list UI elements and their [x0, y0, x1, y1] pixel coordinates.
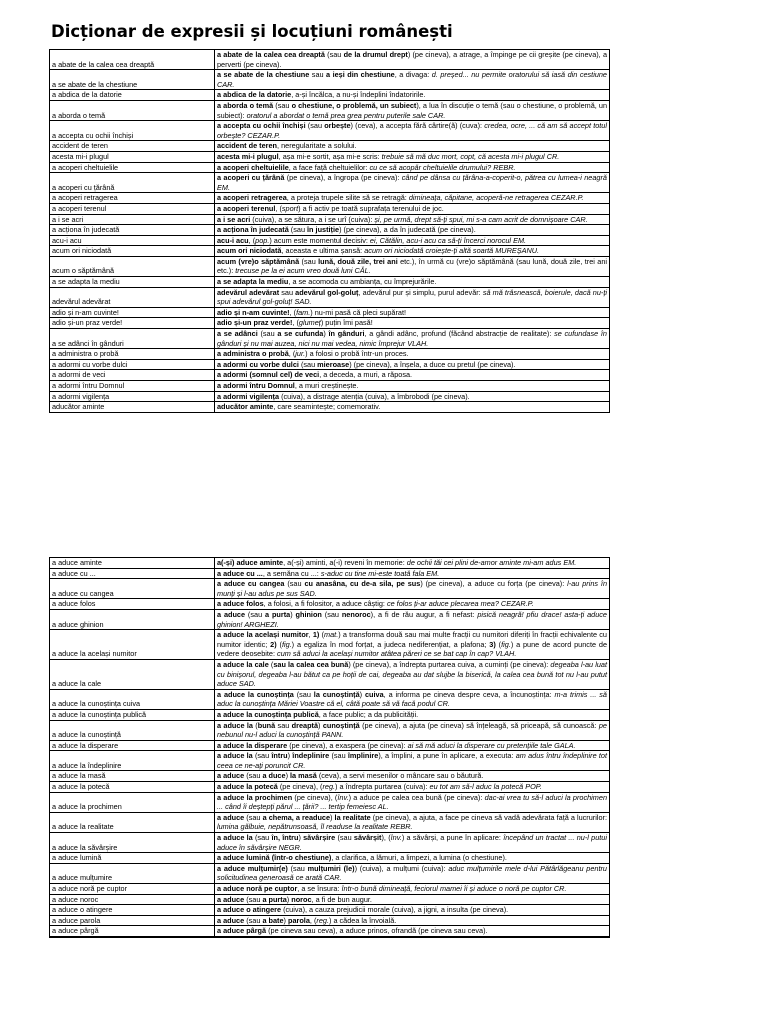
definition-cell: a adormi (somnul cel) de veci, a deceda, a muri, a răposa. — [215, 370, 610, 381]
expression-cell: a aduce la îndeplinire — [50, 751, 215, 771]
table-row — [50, 915, 610, 926]
expressions-table-top — [49, 49, 610, 413]
definition-cell: a aduce la cale (sau la calea cea bună) (pe cineva), a îndrepta purtarea cuiva, a cuminți (pe cineva): degeaba l-au luat cu binișorul, degeaba l-au bătut ca pe hoții de cai, degeaba au dat slujbe la biserică, la calea cea bună tot nu l-au putut aduce SAD. — [215, 659, 610, 689]
expression-cell: a adormi vigilența — [50, 391, 215, 402]
definition-cell: a se adapta la mediu, a se acomoda cu ambianța, cu împrejurările. — [215, 277, 610, 288]
expression-cell: a adormi cu vorbe dulci — [50, 359, 215, 370]
expression-cell: aducător aminte — [50, 402, 215, 413]
table-row — [50, 225, 610, 236]
table-row — [50, 370, 610, 381]
table-row — [50, 599, 610, 610]
table-row — [50, 568, 610, 579]
expression-cell: acum o săptămână — [50, 256, 215, 276]
expression-cell: a aduce lumină — [50, 853, 215, 864]
definition-cell: a(-și) aduce aminte, a(-și) aminti, a(-i) reveni în memorie: de ochii tăi cei plini de-amor aminte mi-am adus EM. — [215, 558, 610, 569]
expression-cell: a aduce folos — [50, 599, 215, 610]
definition-cell: a aduce la (bună sau dreaptă) cunoștință (pe cineva), a ajuta (pe cineva) să înțeleagă, să priceapă, să cunoască: pe nebunul nu-l aduci la cunoștință PANN. — [215, 720, 610, 740]
table-row — [50, 782, 610, 793]
expression-cell: adio și-un praz verde! — [50, 318, 215, 329]
definition-cell: adio și n-am cuvinte!, (fam.) nu-mi pasă că pleci supărat! — [215, 307, 610, 318]
table-row — [50, 833, 610, 853]
definition-cell: a i se acri (cuiva), a se sătura, a i se urî (cuiva): și, pe urmă, drept să-ți spui, mi s-a cam acrit de domnișoare CAR. — [215, 214, 610, 225]
definition-cell: a acoperi retragerea, a proteja trupele silite să se retragă: dimineața, căpitane, acoperă-ne retragerea CEZAR.P. — [215, 193, 610, 204]
expression-cell: a adormi întru Domnul — [50, 381, 215, 392]
definition-cell: a se adânci (sau a se cufunda) în gânduri, a gândi adânc, profund (făcând abstracție de realitate): se cufundase în gânduri și nu mai auzea, nici nu mai vedea, nimic împrejur VLAH. — [215, 329, 610, 349]
expression-cell: a aduce la cunoștința publică — [50, 709, 215, 720]
table-row — [50, 659, 610, 689]
definition-cell: a aduce (sau a bate) parola, (reg.) a cădea la învoială. — [215, 915, 610, 926]
definition-cell: a aduce la cunoștința publică, a face public; a da publicității. — [215, 709, 610, 720]
definition-cell: a adormi vigilența (cuiva), a distrage atenția (cuiva), a îmbrobodi (pe cineva). — [215, 391, 610, 402]
definition-cell: adio și-un praz verde!, (glumeț) puțin îmi pasă! — [215, 318, 610, 329]
expression-cell: a aduce o atingere — [50, 905, 215, 916]
expression-cell: acesta mi-i plugul — [50, 151, 215, 162]
expression-cell: a se adânci în gânduri — [50, 329, 215, 349]
table-row — [50, 720, 610, 740]
definition-cell: acum ori niciodată, aceasta e ultima șansă: acum ori niciodată croiește-ți altă soartă MUREȘANU. — [215, 246, 610, 257]
table-row — [50, 853, 610, 864]
expression-cell: a se adapta la mediu — [50, 277, 215, 288]
table-row — [50, 771, 610, 782]
definition-cell: acum (vre)o săptămână (sau lună, două zile, trei ani etc.), în urmă cu (vre)o săptămână (sau lună, două zile, trei ani etc.): trecuse pe la ei acum vreo două luni CĂL. — [215, 256, 610, 276]
expressions-table-bottom — [49, 557, 610, 938]
table-row — [50, 121, 610, 141]
expression-cell: a adormi de veci — [50, 370, 215, 381]
table-row — [50, 151, 610, 162]
expression-cell: a acoperi retragerea — [50, 193, 215, 204]
table-row — [50, 90, 610, 101]
expression-cell: a abdica de la datorie — [50, 90, 215, 101]
expression-cell: a aduce cu ... — [50, 568, 215, 579]
definition-cell: acesta mi-i plugul, așa mi-e sortit, așa mi-e scris: trebuie să mă duc mort, copt, că acesta mi-i plugul CR. — [215, 151, 610, 162]
table-row — [50, 926, 610, 937]
definition-cell: a se abate de la chestiune sau a ieși din chestiune, a divaga: d. președ... nu permite oratorului să iasă din cestiune CAR. — [215, 70, 610, 90]
table-row — [50, 277, 610, 288]
table-row — [50, 246, 610, 257]
page-title: Dicționar de expresii și locuțiuni românești — [51, 22, 453, 41]
definition-cell: a abate de la calea cea dreaptă (sau de la drumul drept) (pe cineva), a atrage, a împinge pe cii greșite (pe cineva), a perverti (pe cineva). — [215, 50, 610, 70]
expression-cell — [50, 936, 215, 937]
expression-cell: a administra o probă — [50, 349, 215, 360]
expression-cell: a acționa în judecată — [50, 225, 215, 236]
expression-cell: a aduce la cale — [50, 659, 215, 689]
definition-cell: a aduce la prochimen (pe cineva), (înv.) a aduce pe calea cea bună (pe cineva): dac-ai vrea tu să-l aduci la prochimen ... când îi deștepți părul ... țării? ... tertip femeiesc AL. — [215, 792, 610, 812]
definition-cell: a aduce noră pe cuptor, a se însura: într-o bună dimineață, feciorul mamei îi și aduce o noră pe cuptor CR. — [215, 884, 610, 895]
table-row — [50, 609, 610, 629]
definition-cell: a aduce o atingere (cuiva), a cauza prejudicii morale (cuiva), a jigni, a insulta (pe cineva). — [215, 905, 610, 916]
expression-cell: a accepta cu ochii închiși — [50, 121, 215, 141]
definition-cell: a adormi întru Domnul, a muri creștinește. — [215, 381, 610, 392]
table-row — [50, 905, 610, 916]
definition-cell: a acționa în judecată (sau în justiție) (pe cineva), a da în judecată (pe cineva). — [215, 225, 610, 236]
table-row — [50, 630, 610, 660]
expression-cell: acum ori niciodată — [50, 246, 215, 257]
definition-cell: a acoperi cheltuielile, a face față cheltuielilor: cu ce să acopăr cheltuielile drumului? REBR. — [215, 162, 610, 173]
definition-cell: a aduce pârgă (pe cineva sau ceva), a aduce prinos, ofrandă (pe cineva sau ceva). — [215, 926, 610, 937]
definition-cell: a aduce mulțumir(e) (sau mulțumiri (le)) (cuiva), a mulțumi (cuiva): aduc mulțumirile mele d-lui Pătârlăgeanu pentru solicitudinea generoasă ce arată CAR. — [215, 863, 610, 883]
definition-cell: acu-i acu, (pop.) acum este momentul decisiv: ei, Cătălin, acu-i acu ca să-ți încerci norocul EM. — [215, 235, 610, 246]
table-row — [50, 214, 610, 225]
definition-cell: a aduce la cunoștința (sau la cunoștință) cuiva, a informa pe cineva despre ceva, a încunoștința: m-a trimis ... să aduc la cunoștința Măriei Voastre că el, câtă poate să vă facă podul CR. — [215, 689, 610, 709]
expression-cell: a aduce pârgă — [50, 926, 215, 937]
expression-cell: a aduce la masă — [50, 771, 215, 782]
expression-cell: a acoperi cu țărână — [50, 173, 215, 193]
table-row — [50, 579, 610, 599]
table-row — [50, 256, 610, 276]
expression-cell: a aduce noroc — [50, 894, 215, 905]
definition-cell: a aduce la (sau întru) îndeplinire (sau împlinire), a împlini, a pune în aplicare, a executa: am adus întru îndeplinire tot ceea ce ne-ați poruncit CR. — [215, 751, 610, 771]
table-row — [50, 349, 610, 360]
definition-cell: a aduce la același numitor, 1) (mat.) a transforma două sau mai multe fracții cu numitori diferiți în fracții echivalente cu numitor identic; 2) (fig.) a egaliza în mod forțat, a judeca nediferențiat, a plafona; 3) (fig.) a pune de acord puncte de vedere deosebite: cum să aduci la același numitor atâtea păreri ce se bat cap în cap? VLAH. — [215, 630, 610, 660]
expression-cell: a aduce la același numitor — [50, 630, 215, 660]
expressions-table-bottom-body — [50, 558, 610, 938]
table-row — [50, 193, 610, 204]
table-row — [50, 792, 610, 812]
table-row — [50, 863, 610, 883]
definition-cell: a aduce cu cangea (sau cu anasâna, cu de-a sila, pe sus) (pe cineva), a aduce cu forța (pe cineva): l-au prins în munți și l-au adus pe sus SAD. — [215, 579, 610, 599]
table-row — [50, 558, 610, 569]
expression-cell: acu-i acu — [50, 235, 215, 246]
definition-cell: a aduce la disperare (pe cineva), a exaspera (pe cineva): ai să mă aduci la disperare cu pretențiile tale GALA. — [215, 740, 610, 751]
expression-cell: a se abate de la chestiune — [50, 70, 215, 90]
definition-cell: a aduce (sau a chema, a readuce) la realitate (pe cineva), a ajuta, a face pe cineva să vadă adevărata față a lucrurilor: lumina gălbuie, nepătrunsoasă, îl readuse la realitate REBR. — [215, 812, 610, 832]
table-row — [50, 141, 610, 152]
definition-cell: a aduce lumină (într-o chestiune), a clarifica, a lămuri, a limpezi, a lumina (o chestiune). — [215, 853, 610, 864]
table-row — [50, 307, 610, 318]
definition-cell: accident de teren, neregularitate a solului. — [215, 141, 610, 152]
expression-cell: a aduce aminte — [50, 558, 215, 569]
expression-cell: a aduce la disperare — [50, 740, 215, 751]
definition-cell: a administra o probă, (jur.) a folosi o probă într-un proces. — [215, 349, 610, 360]
definition-cell: a aduce cu ..., a semăna cu ...: s-aduc cu tine mi-este toată fala EM. — [215, 568, 610, 579]
table-row — [50, 162, 610, 173]
expression-cell: accident de teren — [50, 141, 215, 152]
table-row — [50, 173, 610, 193]
definition-cell: a aduce la (sau în, întru) săvârșire (sau săvârșit), (înv.) a săvârși, a pune în aplicare: începând un tractat ... nu-l putui aduce în săvârșire NEGR. — [215, 833, 610, 853]
table-row — [50, 70, 610, 90]
table-row — [50, 709, 610, 720]
definition-cell: a adormi cu vorbe dulci (sau mieroase) (pe cineva), a înșela, a duce cu pretul (pe cineva). — [215, 359, 610, 370]
expression-cell: a aduce noră pe cuptor — [50, 884, 215, 895]
definition-cell: a abdica de la datorie, a-și încălca, a nu-și îndeplini îndatoririle. — [215, 90, 610, 101]
definition-cell: a aborda o temă (sau o chestiune, o problemă, un subiect), a lua în discuție o temă (sau o chestiune, o problemă, un subiect): oratorul a abordat o temă prea grea pentru puterile sale CAR. — [215, 100, 610, 120]
table-row — [50, 936, 610, 937]
definition-cell: adevărul adevărat sau adevărul gol-goluț, adevărul pur și simplu, purul adevăr: să mă trăsnească, boierule, dacă nu-ți spui adevărul gol-goluț! SAD. — [215, 287, 610, 307]
definition-cell: a aduce (sau a purta) ghinion (sau nenoroc), a fi de rău augur, a fi nefast: pisică neagră! pfiu drace! asta-ți aduce ghinion! ARGHEZI. — [215, 609, 610, 629]
expression-cell: a acoperi terenul — [50, 203, 215, 214]
expression-cell: a acoperi cheltuielile — [50, 162, 215, 173]
definition-cell: a aduce folos, a folosi, a fi folositor, a aduce câștig: ce folos ți-ar aduce plecarea mea? CEZAR.P. — [215, 599, 610, 610]
table-row — [50, 100, 610, 120]
expression-cell: a aduce ghinion — [50, 609, 215, 629]
table-row — [50, 287, 610, 307]
expression-cell: a aduce mulțumire — [50, 863, 215, 883]
table-row — [50, 381, 610, 392]
expression-cell: a aduce la prochimen — [50, 792, 215, 812]
table-row — [50, 689, 610, 709]
definition-cell — [215, 936, 610, 937]
expression-cell: a aduce la potecă — [50, 782, 215, 793]
expression-cell: a abate de la calea cea dreaptă — [50, 50, 215, 70]
table-row — [50, 751, 610, 771]
definition-cell: a aduce la potecă (pe cineva), (reg.) a îndrepta purtarea (cuiva): eu tot am să-l aduc la potecă POP. — [215, 782, 610, 793]
definition-cell: a accepta cu ochii închiși (sau orbește) (ceva), a accepta fără cârtire(ă) (cuva): credea, ocre, ... că am să accept totul orbește? CEZAR.P. — [215, 121, 610, 141]
expression-cell: a aduce la săvârșire — [50, 833, 215, 853]
expression-cell: a aborda o temă — [50, 100, 215, 120]
expression-cell: a aduce la realitate — [50, 812, 215, 832]
table-row — [50, 884, 610, 895]
definition-cell: a aduce (sau a purta) noroc, a fi de bun augur. — [215, 894, 610, 905]
definition-cell: aducător aminte, care seamintește; comemorativ. — [215, 402, 610, 413]
expressions-table-top-body — [50, 50, 610, 413]
table-row — [50, 235, 610, 246]
table-row — [50, 402, 610, 413]
table-row — [50, 894, 610, 905]
expression-cell: a i se acri — [50, 214, 215, 225]
expression-cell: a aduce la cunoștința cuiva — [50, 689, 215, 709]
expression-cell: adio și n-am cuvinte! — [50, 307, 215, 318]
definition-cell: a acoperi cu țărână (pe cineva), a îngropa (pe cineva): când pe dânsa cu țărâna-a-coperit-o, pătrea cu lumea-i neagră EM. — [215, 173, 610, 193]
table-row — [50, 203, 610, 214]
table-row — [50, 740, 610, 751]
definition-cell: a aduce (sau a duce) la masă (ceva), a servi mesenilor o mâncare sau o băutură. — [215, 771, 610, 782]
expression-cell: a aduce parola — [50, 915, 215, 926]
table-row — [50, 50, 610, 70]
expression-cell: a aduce la cunoștință — [50, 720, 215, 740]
expression-cell: adevărul adevărat — [50, 287, 215, 307]
table-row — [50, 812, 610, 832]
table-row — [50, 359, 610, 370]
table-row — [50, 318, 610, 329]
definition-cell: a acoperi terenul, (sport) a fi activ pe toată suprafața terenului de joc. — [215, 203, 610, 214]
table-row — [50, 391, 610, 402]
table-row — [50, 329, 610, 349]
expression-cell: a aduce cu cangea — [50, 579, 215, 599]
